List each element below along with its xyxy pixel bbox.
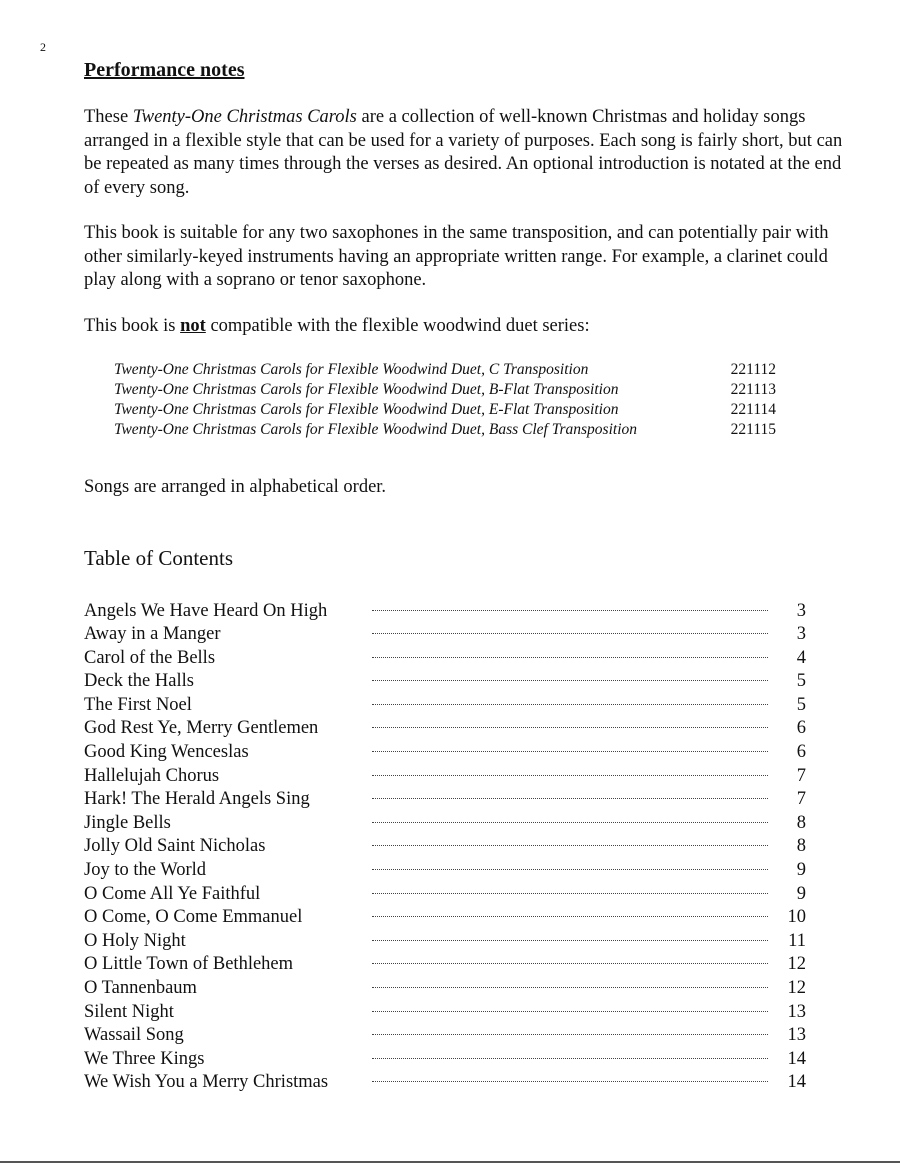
toc-row: [84, 788, 806, 812]
toc-dot-leader: [372, 727, 768, 728]
toc-song-name: O Little Town of Bethlehem: [84, 954, 294, 975]
toc-dot-leader: [372, 798, 768, 799]
toc-song-name: God Rest Ye, Merry Gentlemen: [84, 718, 319, 739]
toc-row: [84, 765, 806, 789]
toc-page-number: 4: [796, 647, 806, 668]
toc-song-name: We Wish You a Merry Christmas: [84, 1072, 329, 1093]
toc-song-name: Wassail Song: [84, 1025, 184, 1046]
series-code: 221115: [730, 421, 776, 438]
toc-row: [84, 1024, 806, 1048]
toc-page-number: 12: [787, 978, 806, 998]
series-code: 221114: [730, 401, 776, 418]
toc-dot-leader: [372, 1058, 768, 1059]
toc-song-name: Hark! The Herald Angels Sing: [84, 789, 310, 810]
toc-song-name: Good King Wenceslas: [84, 742, 249, 763]
series-row: [114, 380, 776, 400]
toc-page-number: 10: [787, 907, 806, 928]
toc-row: [84, 717, 806, 741]
page-title: Performance notes: [84, 59, 245, 81]
toc-dot-leader: [372, 680, 768, 681]
toc-page-number: 12: [787, 954, 806, 975]
toc-dot-leader: [372, 1081, 768, 1082]
series-title: Twenty-One Christmas Carols for Flexible Woodwind Duet, C Transposition: [114, 361, 589, 378]
page-number: 2: [40, 40, 46, 54]
toc-row: [84, 1048, 806, 1072]
toc-dot-leader: [372, 845, 768, 846]
table-of-contents: [84, 600, 844, 1095]
toc-row: [84, 835, 806, 859]
toc-song-name: O Holy Night: [84, 930, 186, 951]
toc-row: [84, 883, 806, 907]
toc-dot-leader: [372, 916, 768, 917]
toc-dot-leader: [372, 963, 768, 964]
toc-row: [84, 1071, 806, 1095]
toc-page-number: 3: [796, 624, 806, 645]
toc-row: [84, 977, 806, 1001]
toc-song-name: Angels We Have Heard On High: [84, 600, 328, 621]
toc-dot-leader: [372, 1011, 768, 1012]
toc-page-number: 5: [796, 671, 806, 692]
compat-text-before: This book is: [84, 315, 181, 336]
intro-paragraph: [84, 106, 844, 200]
compat-not-emphasis: not: [180, 315, 206, 336]
toc-page-number: 7: [796, 789, 806, 810]
toc-row: [84, 812, 806, 836]
toc-page-number: 13: [787, 1025, 806, 1046]
toc-dot-leader: [372, 822, 768, 823]
series-code: 221112: [730, 361, 776, 378]
toc-dot-leader: [372, 987, 768, 988]
compatibility-paragraph: [84, 315, 844, 339]
toc-dot-leader: [372, 893, 768, 894]
intro-text-before: These: [84, 107, 133, 127]
toc-song-name: O Come, O Come Emmanuel: [84, 907, 303, 928]
toc-page-number: 9: [796, 883, 806, 904]
toc-page-number: 3: [796, 600, 806, 621]
toc-dot-leader: [372, 940, 768, 941]
toc-page-number: 5: [796, 694, 806, 715]
series-row: [114, 420, 776, 440]
toc-page-number: 6: [796, 718, 806, 739]
toc-page-number: 8: [796, 836, 806, 857]
toc-page-number: 7: [796, 765, 806, 786]
toc-song-name: Jingle Bells: [84, 812, 171, 833]
toc-song-name: Away in a Manger: [84, 624, 221, 645]
toc-row: [84, 600, 806, 624]
series-row: [114, 400, 776, 420]
toc-page-number: 14: [787, 1072, 806, 1093]
toc-song-name: The First Noel: [84, 694, 192, 715]
toc-dot-leader: [372, 610, 768, 611]
toc-song-name: O Come All Ye Faithful: [84, 883, 261, 904]
series-title: Twenty-One Christmas Carols for Flexible Woodwind Duet, E-Flat Transposition: [114, 401, 619, 418]
document-body: [84, 56, 844, 1095]
toc-page-number: 14: [787, 1048, 806, 1069]
toc-row: [84, 1001, 806, 1025]
series-row: [114, 360, 776, 380]
toc-dot-leader: [372, 869, 768, 870]
toc-row: [84, 623, 806, 647]
toc-song-name: We Three Kings: [84, 1048, 205, 1069]
toc-page-number: 6: [796, 742, 806, 763]
toc-song-name: Silent Night: [84, 1001, 174, 1022]
toc-row: [84, 859, 806, 883]
order-note: Songs are arranged in alphabetical order.: [84, 477, 387, 497]
toc-page-number: 9: [796, 860, 806, 881]
toc-page-number: 13: [787, 1001, 806, 1022]
toc-song-name: Jolly Old Saint Nicholas: [84, 836, 266, 857]
toc-row: [84, 694, 806, 718]
toc-song-name: Deck the Halls: [84, 671, 194, 692]
toc-row: [84, 930, 806, 954]
toc-dot-leader: [372, 657, 768, 658]
toc-song-name: O Tannenbaum: [84, 978, 197, 998]
toc-page-number: 11: [788, 930, 806, 951]
page-bottom-rule: [0, 1161, 900, 1163]
series-title: Twenty-One Christmas Carols for Flexible Woodwind Duet, B-Flat Transposition: [114, 381, 619, 398]
series-title: Twenty-One Christmas Carols for Flexible Woodwind Duet, Bass Clef Transposition: [114, 421, 638, 438]
series-code: 221113: [730, 381, 776, 398]
toc-row: [84, 647, 806, 671]
toc-dot-leader: [372, 633, 768, 634]
toc-dot-leader: [372, 775, 768, 776]
toc-song-name: Carol of the Bells: [84, 647, 216, 668]
series-list: [114, 360, 776, 440]
toc-row: [84, 670, 806, 694]
intro-book-title: Twenty-One Christmas Carols: [132, 107, 357, 127]
suitability-paragraph: This book is suitable for any two saxophones in the same transposition, and can potentially pair with other similarly-keyed instruments having an appropriate written range. For example, a clarinet could play along with a soprano or tenor saxophone.: [84, 223, 829, 290]
toc-song-name: Joy to the World: [84, 860, 207, 881]
intro-text-after: are a collection of well-known Christmas and holiday songs arranged in a flexible style that can be used for a variety of purposes. Each song is fairly short, but can be repeated as many times through the verses as desired. An optional introduction is notated at the end of every song.: [84, 107, 843, 198]
toc-dot-leader: [372, 704, 768, 705]
toc-dot-leader: [372, 751, 768, 752]
toc-song-name: Hallelujah Chorus: [84, 765, 220, 786]
toc-title: Table of Contents: [84, 545, 233, 570]
toc-row: [84, 953, 806, 977]
toc-page-number: 8: [796, 812, 806, 833]
compat-text-after: compatible with the flexible woodwind duet series:: [205, 315, 590, 336]
toc-dot-leader: [372, 1034, 768, 1035]
toc-row: [84, 741, 806, 765]
toc-row: [84, 906, 806, 930]
